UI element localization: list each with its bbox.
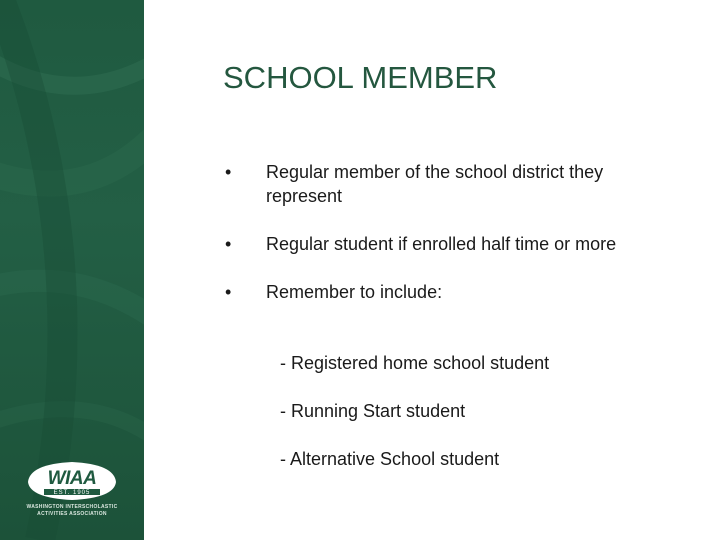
wiaa-logo [22,456,122,518]
bullet-item [225,160,645,208]
bullet-item [225,232,645,256]
bullet-text: Regular student if enrolled half time or more [266,234,617,254]
bullet-marker: • [225,234,232,254]
logo-org-name [22,504,122,518]
sub-item: - Alternative School student [280,449,500,469]
sub-item-list [280,351,549,471]
logo-est: EST. 1905 [53,490,91,496]
bullet-item [225,280,645,304]
bullet-text: Remember to include: [266,282,443,302]
bullet-text: Regular member of the school district they represent [266,162,604,206]
sub-item: - Registered home school student [280,353,550,373]
sub-item: - Running Start student [280,401,466,421]
slide-title: SCHOOL MEMBER [223,60,498,95]
logo-org-name-line1: WASHINGTON INTERSCHOLASTIC [26,504,118,510]
logo-wordmark: WIAA [47,468,97,489]
bullet-list [225,160,645,304]
logo-org-name-line2: ACTIVITIES ASSOCIATION [37,511,107,517]
side-panel [0,0,144,540]
bullet-marker: • [225,162,232,182]
bullet-marker: • [225,282,232,302]
